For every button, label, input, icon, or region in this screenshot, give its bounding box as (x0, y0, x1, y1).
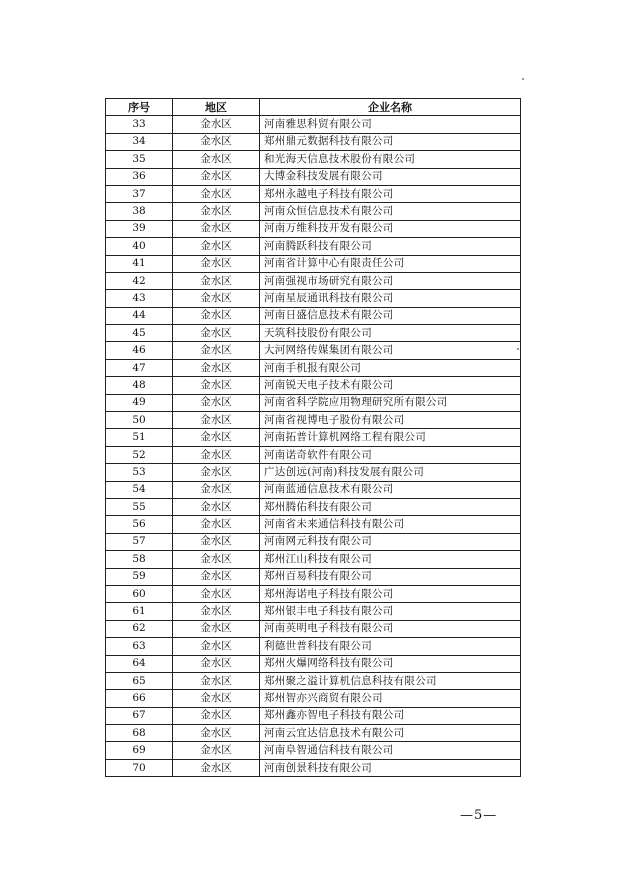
table-row (106, 446, 521, 463)
row-area: 金水区 (173, 203, 260, 220)
row-enterprise-name: 河南网元科技有限公司 (260, 533, 521, 550)
row-enterprise-name: 河南云宜达信息技术有限公司 (260, 725, 521, 742)
row-area: 金水区 (173, 359, 260, 376)
header-serial-number: 序号 (106, 99, 173, 116)
row-serial-number: 43 (106, 290, 173, 307)
table-row (106, 725, 521, 742)
row-serial-number: 38 (106, 203, 173, 220)
row-serial-number: 70 (106, 759, 173, 776)
table-row (106, 551, 521, 568)
table-row (106, 185, 521, 202)
table-row (106, 759, 521, 776)
row-area: 金水区 (173, 638, 260, 655)
row-area: 金水区 (173, 759, 260, 776)
row-enterprise-name: 天筑科技股份有限公司 (260, 325, 521, 342)
table-row (106, 394, 521, 411)
table-row (106, 481, 521, 498)
row-enterprise-name: 河南强视市场研究有限公司 (260, 272, 521, 289)
row-serial-number: 48 (106, 377, 173, 394)
row-enterprise-name: 河南省视博电子股份有限公司 (260, 412, 521, 429)
row-serial-number: 51 (106, 429, 173, 446)
row-enterprise-name: 河南拓普计算机网络工程有限公司 (260, 429, 521, 446)
row-enterprise-name: 河南锐天电子技术有限公司 (260, 377, 521, 394)
row-area: 金水区 (173, 394, 260, 411)
row-area: 金水区 (173, 342, 260, 359)
row-area: 金水区 (173, 707, 260, 724)
row-serial-number: 40 (106, 238, 173, 255)
row-area: 金水区 (173, 742, 260, 759)
row-area: 金水区 (173, 551, 260, 568)
row-area: 金水区 (173, 168, 260, 185)
table-row (106, 516, 521, 533)
row-serial-number: 56 (106, 516, 173, 533)
row-serial-number: 45 (106, 325, 173, 342)
table-row (106, 290, 521, 307)
row-enterprise-name: 河南雅思科贸有限公司 (260, 116, 521, 133)
table-row (106, 238, 521, 255)
row-area: 金水区 (173, 151, 260, 168)
row-area: 金水区 (173, 220, 260, 237)
table-row (106, 377, 521, 394)
row-area: 金水区 (173, 620, 260, 637)
table-row (106, 707, 521, 724)
row-area: 金水区 (173, 603, 260, 620)
row-enterprise-name: 河南省计算中心有限责任公司 (260, 255, 521, 272)
row-serial-number: 34 (106, 133, 173, 150)
row-area: 金水区 (173, 133, 260, 150)
row-area: 金水区 (173, 185, 260, 202)
row-area: 金水区 (173, 690, 260, 707)
row-enterprise-name: 河南日盛信息技术有限公司 (260, 307, 521, 324)
table-row (106, 342, 521, 359)
row-area: 金水区 (173, 307, 260, 324)
row-enterprise-name: 郑州火爆网络科技有限公司 (260, 655, 521, 672)
row-area: 金水区 (173, 325, 260, 342)
row-area: 金水区 (173, 585, 260, 602)
header-row (106, 99, 521, 116)
row-enterprise-name: 河南省科学院应用物理研究所有限公司 (260, 394, 521, 411)
table-row (106, 255, 521, 272)
table-row (106, 464, 521, 481)
table-row (106, 429, 521, 446)
row-enterprise-name: 河南手机报有限公司 (260, 359, 521, 376)
table-row (106, 272, 521, 289)
row-enterprise-name: 郑州聚之溢计算机信息科技有限公司 (260, 672, 521, 689)
row-enterprise-name: 大博金科技发展有限公司 (260, 168, 521, 185)
row-enterprise-name: 郑州江山科技有限公司 (260, 551, 521, 568)
table-header (106, 99, 521, 116)
row-enterprise-name: 和光海天信息技术股份有限公司 (260, 151, 521, 168)
row-enterprise-name: 河南蓝通信息技术有限公司 (260, 481, 521, 498)
row-enterprise-name: 河南星辰通讯科技有限公司 (260, 290, 521, 307)
row-area: 金水区 (173, 516, 260, 533)
row-enterprise-name: 河南阜智通信科技有限公司 (260, 742, 521, 759)
row-serial-number: 53 (106, 464, 173, 481)
row-serial-number: 44 (106, 307, 173, 324)
row-area: 金水区 (173, 464, 260, 481)
table-row (106, 133, 521, 150)
row-serial-number: 66 (106, 690, 173, 707)
table-row (106, 690, 521, 707)
row-serial-number: 46 (106, 342, 173, 359)
row-area: 金水区 (173, 272, 260, 289)
row-serial-number: 54 (106, 481, 173, 498)
scan-speck (522, 78, 524, 80)
row-serial-number: 35 (106, 151, 173, 168)
row-area: 金水区 (173, 672, 260, 689)
table-row (106, 498, 521, 515)
table-row (106, 585, 521, 602)
row-serial-number: 57 (106, 533, 173, 550)
row-enterprise-name: 河南腾跃科技有限公司 (260, 238, 521, 255)
table-row (106, 116, 521, 133)
table-row (106, 220, 521, 237)
row-area: 金水区 (173, 412, 260, 429)
row-enterprise-name: 郑州鑫亦智电子科技有限公司 (260, 707, 521, 724)
row-enterprise-name: 广达创远(河南)科技发展有限公司 (260, 464, 521, 481)
row-serial-number: 37 (106, 185, 173, 202)
row-area: 金水区 (173, 533, 260, 550)
row-serial-number: 47 (106, 359, 173, 376)
table-row (106, 307, 521, 324)
row-enterprise-name: 利德世普科技有限公司 (260, 638, 521, 655)
enterprise-table (105, 98, 521, 777)
table-row (106, 568, 521, 585)
row-area: 金水区 (173, 255, 260, 272)
row-serial-number: 61 (106, 603, 173, 620)
row-serial-number: 41 (106, 255, 173, 272)
row-serial-number: 69 (106, 742, 173, 759)
table-row (106, 359, 521, 376)
table-row (106, 655, 521, 672)
table-row (106, 168, 521, 185)
row-serial-number: 59 (106, 568, 173, 585)
table-row (106, 672, 521, 689)
row-serial-number: 62 (106, 620, 173, 637)
row-area: 金水区 (173, 429, 260, 446)
row-serial-number: 55 (106, 498, 173, 515)
row-serial-number: 42 (106, 272, 173, 289)
row-enterprise-name: 郑州鼎元数据科技有限公司 (260, 133, 521, 150)
row-enterprise-name: 河南省未来通信科技有限公司 (260, 516, 521, 533)
table-row (106, 620, 521, 637)
row-serial-number: 63 (106, 638, 173, 655)
row-enterprise-name: 大河网络传媒集团有限公司 (260, 342, 521, 359)
row-serial-number: 50 (106, 412, 173, 429)
row-area: 金水区 (173, 446, 260, 463)
row-serial-number: 36 (106, 168, 173, 185)
row-serial-number: 49 (106, 394, 173, 411)
row-enterprise-name: 河南诺奇软件有限公司 (260, 446, 521, 463)
row-area: 金水区 (173, 290, 260, 307)
row-serial-number: 65 (106, 672, 173, 689)
table-row (106, 603, 521, 620)
page-number: —5— (460, 808, 498, 823)
row-serial-number: 60 (106, 585, 173, 602)
row-enterprise-name: 河南万维科技开发有限公司 (260, 220, 521, 237)
table-body (106, 116, 521, 777)
row-enterprise-name: 河南众恒信息技术有限公司 (260, 203, 521, 220)
row-area: 金水区 (173, 568, 260, 585)
table-row (106, 412, 521, 429)
table-row (106, 203, 521, 220)
table-row (106, 638, 521, 655)
row-serial-number: 58 (106, 551, 173, 568)
row-area: 金水区 (173, 725, 260, 742)
row-enterprise-name: 郑州海诺电子科技有限公司 (260, 585, 521, 602)
row-serial-number: 64 (106, 655, 173, 672)
table-row (106, 742, 521, 759)
row-enterprise-name: 郑州永越电子科技有限公司 (260, 185, 521, 202)
row-area: 金水区 (173, 655, 260, 672)
row-enterprise-name: 郑州百易科技有限公司 (260, 568, 521, 585)
header-enterprise-name: 企业名称 (260, 99, 521, 116)
row-enterprise-name: 郑州腾佑科技有限公司 (260, 498, 521, 515)
row-enterprise-name: 河南英明电子科技有限公司 (260, 620, 521, 637)
table-row (106, 533, 521, 550)
row-area: 金水区 (173, 498, 260, 515)
row-serial-number: 33 (106, 116, 173, 133)
row-serial-number: 67 (106, 707, 173, 724)
table-row (106, 151, 521, 168)
row-area: 金水区 (173, 481, 260, 498)
row-enterprise-name: 河南创景科技有限公司 (260, 759, 521, 776)
row-area: 金水区 (173, 238, 260, 255)
header-area: 地区 (173, 99, 260, 116)
row-serial-number: 52 (106, 446, 173, 463)
row-area: 金水区 (173, 377, 260, 394)
row-area: 金水区 (173, 116, 260, 133)
table-row (106, 325, 521, 342)
row-serial-number: 68 (106, 725, 173, 742)
row-enterprise-name: 郑州智亦兴商贸有限公司 (260, 690, 521, 707)
row-serial-number: 39 (106, 220, 173, 237)
row-enterprise-name: 郑州银丰电子科技有限公司 (260, 603, 521, 620)
